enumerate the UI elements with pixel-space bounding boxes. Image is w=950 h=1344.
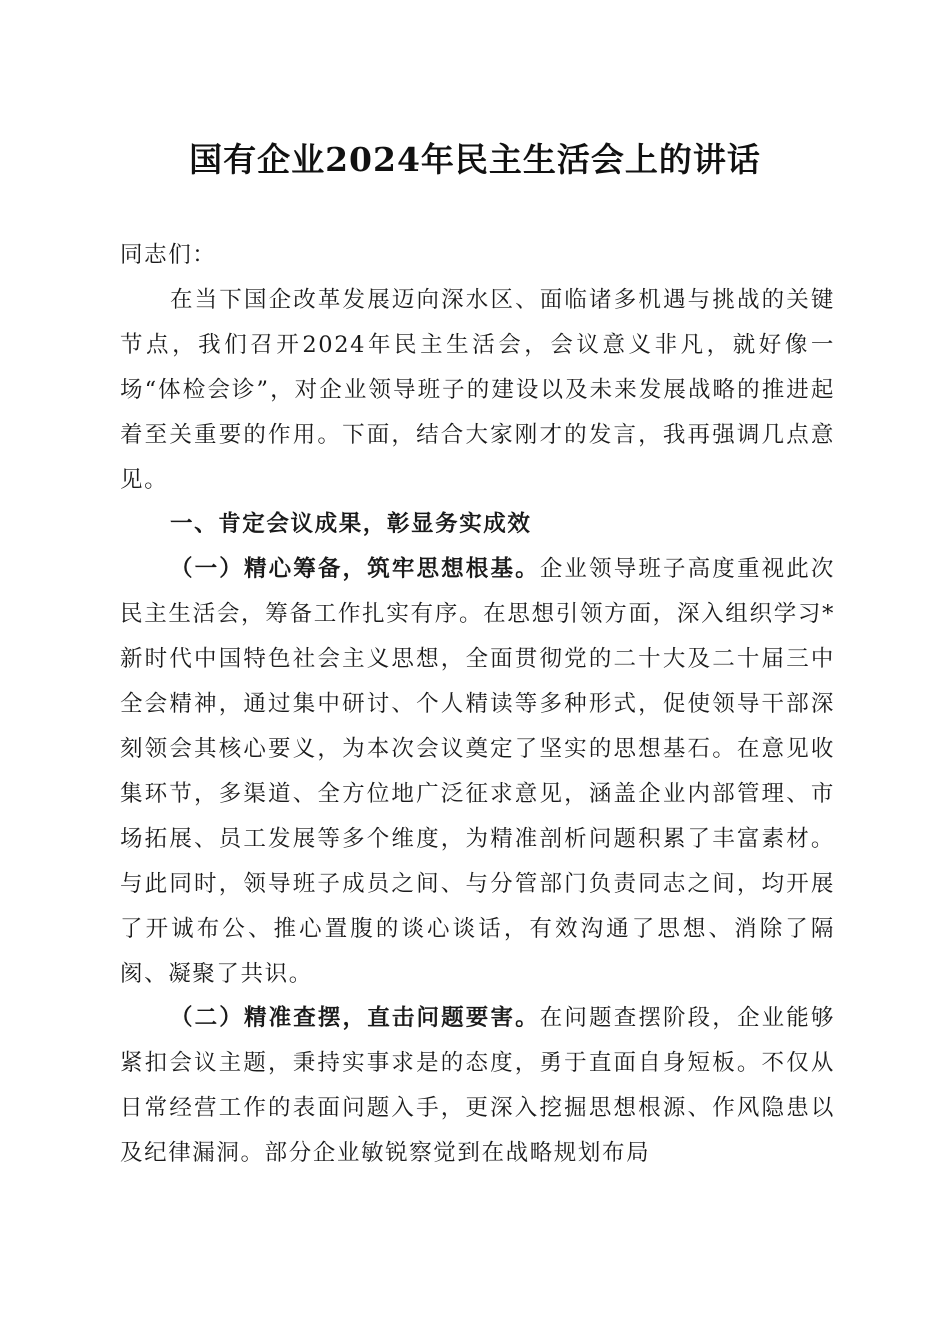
section-heading: 一、肯定会议成果，彰显务实成效	[170, 511, 532, 537]
item-1-lead: （一）精心筹备，筑牢思想根基。	[170, 556, 540, 582]
intro-paragraph: 在当下国企改革发展迈向深水区、面临诸多机遇与挑战的关键节点，我们召开2024年民主生活会，会议意义非凡，就好像一场“体检会诊”，对企业领导班子的建设以及未来发展战略的推进起着至关重要的作用。下面，结合大家刚才的发言，我再强调几点意见。	[120, 287, 835, 493]
item-1-text: 企业领导班子高度重视此次民主生活会，筹备工作扎实有序。在思想引领方面，深入组织学习*新时代中国特色社会主义思想，全面贯彻党的二十大及二十届三中全会精神，通过集中研讨、个人精读等多种形式，促使领导干部深刻领会其核心要义，为本次会议奠定了坚实的思想基石。在意见收集环节，多渠道、全方位地广泛征求意见，涵盖企业内部管理、市场拓展、员工发展等多个维度，为精准剖析问题积累了丰富素材。与此同时，领导班子成员之间、与分管部门负责同志之间，均开展了开诚布公、推心置腹的谈心谈话，有效沟通了思想、消除了隔阂、凝聚了共识。	[120, 556, 835, 987]
section-item-1	[120, 547, 835, 997]
item-2-text: 在问题查摆阶段，企业能够紧扣会议主题，秉持实事求是的态度，勇于直面自身短板。不仅从日常经营工作的表面问题入手，更深入挖掘思想根源、作风隐患以及纪律漏洞。部分企业敏锐察觉到在战略规划布局	[120, 1005, 835, 1166]
section-item-2	[120, 996, 835, 1176]
item-2-lead: （二）精准查摆，直击问题要害。	[170, 1005, 540, 1031]
document-title: 国有企业2024年民主生活会上的讲话	[189, 140, 761, 179]
salutation: 同志们：	[120, 242, 217, 268]
